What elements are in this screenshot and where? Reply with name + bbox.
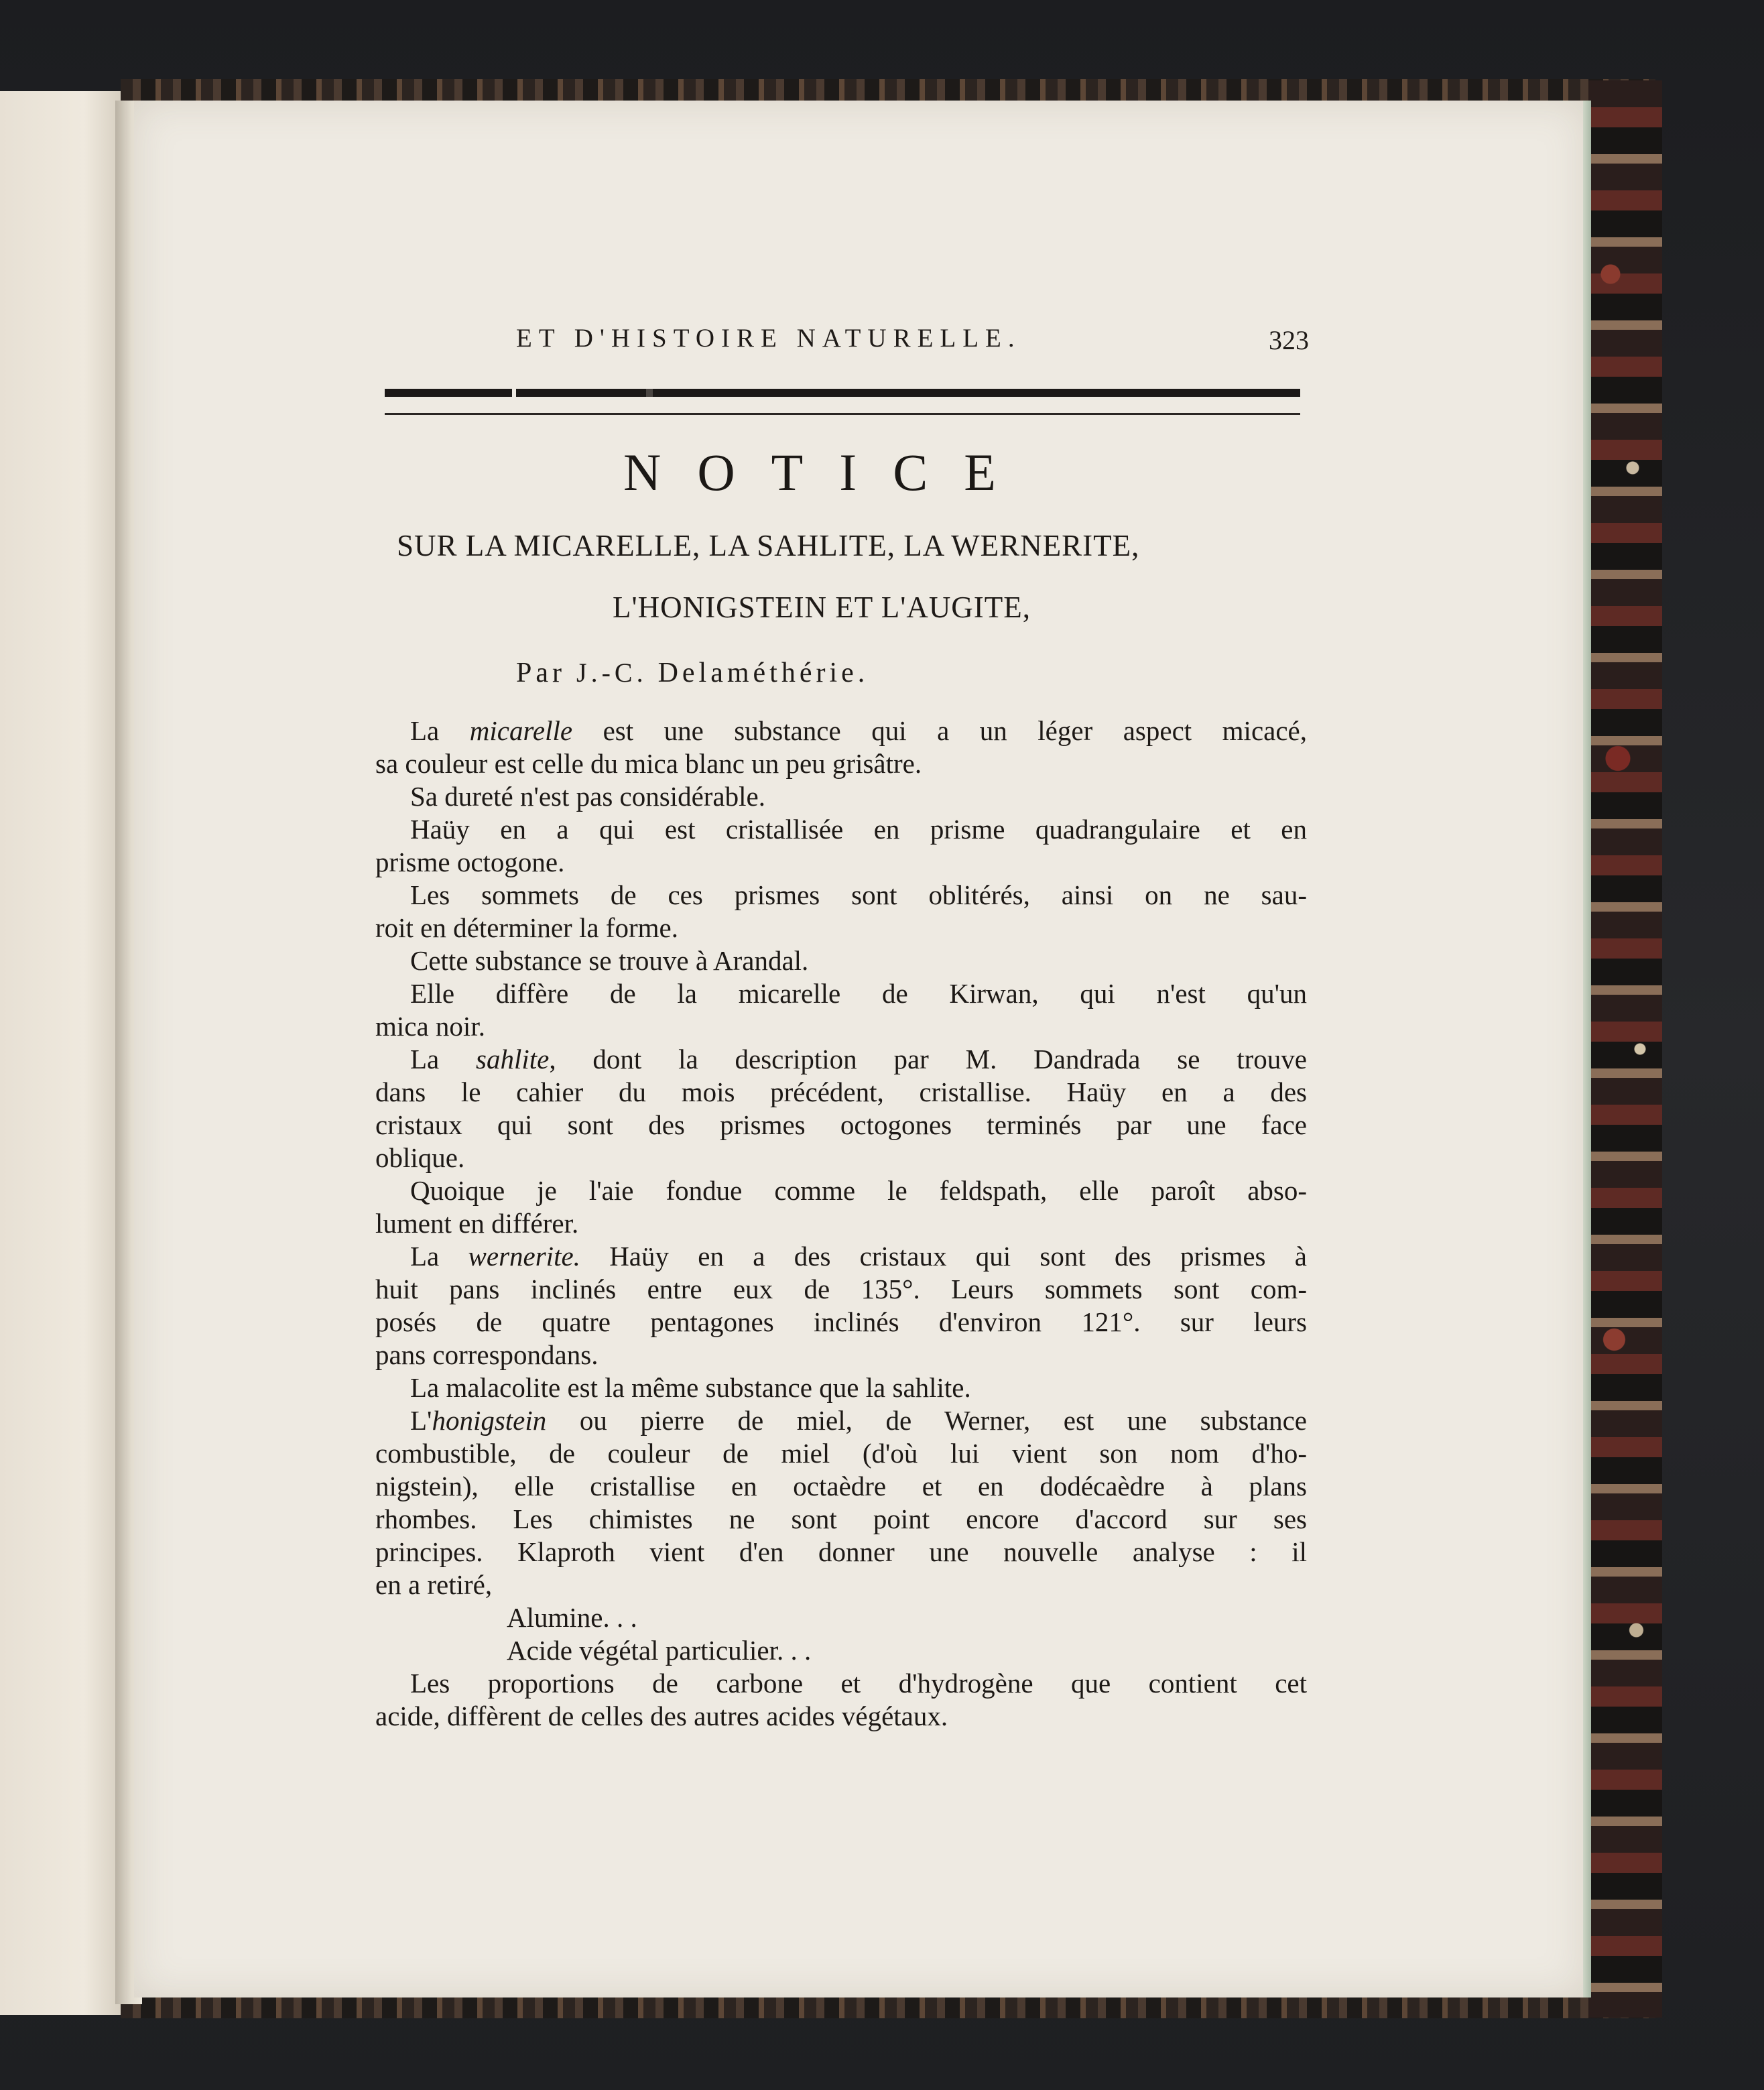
text-line: rhombes. Les chimistes ne sont point encore d'accord sur ses <box>375 1503 1307 1534</box>
text-line: en a retiré, <box>375 1569 493 1600</box>
running-head: ET D'HISTOIRE NATURELLE. <box>516 324 1021 353</box>
text-line: Elle diffère de la micarelle de Kirwan, qui n'est qu'un <box>410 978 1307 1009</box>
text-line: Les sommets de ces prismes sont oblitérés, ainsi on ne sau- <box>410 879 1307 910</box>
byline-initials: J.-C. <box>576 658 647 688</box>
text-line: Les proportions de carbone et d'hydrogène que contient cet <box>410 1668 1307 1699</box>
text-line: Quoique je l'aie fondue comme le feldspath, elle paroît abso- <box>410 1175 1307 1206</box>
text-line: pans correspondans. <box>375 1339 598 1370</box>
text-line: prisme octogone. <box>375 847 565 877</box>
marbled-page-edges <box>1588 80 1662 2018</box>
thin-rule <box>385 413 1300 415</box>
ornamental-rule <box>385 389 1300 397</box>
text-line: La wernerite. Haüy en a des cristaux qui sont des prismes à <box>410 1241 1307 1272</box>
text-line: Cette substance se trouve à Arandal. <box>410 945 809 976</box>
text-line: Acide végétal particulier. . . <box>507 1635 812 1666</box>
text-line: oblique. <box>375 1142 465 1173</box>
text-line: La malacolite est la même substance que la sahlite. <box>410 1372 971 1403</box>
text-line: Alumine. . . <box>507 1602 637 1633</box>
text-line: La sahlite, dont la description par M. Dandrada se trouve <box>410 1044 1307 1074</box>
page-number: 323 <box>1269 325 1309 355</box>
article-title: NOTICE <box>623 443 1032 501</box>
byline-surname: Delaméthérie. <box>657 658 869 688</box>
text-line: posés de quatre pentagones inclinés d'environ 121°. sur leurs <box>375 1306 1307 1337</box>
article-body <box>375 715 1307 1733</box>
text-line: sa couleur est celle du mica blanc un peu grisâtre. <box>375 748 922 779</box>
text-line: huit pans inclinés entre eux de 135°. Leurs sommets sont com- <box>375 1274 1307 1304</box>
article-subtitle-line-2: L'HONIGSTEIN ET L'AUGITE, <box>613 591 1031 624</box>
byline-prefix: Par <box>516 658 566 688</box>
text-line: lument en différer. <box>375 1208 579 1239</box>
article-subtitle-line-1: SUR LA MICARELLE, LA SAHLITE, LA WERNERITE, <box>397 529 1140 562</box>
text-line: Sa dureté n'est pas considérable. <box>410 781 765 812</box>
text-line: dans le cahier du mois précédent, cristallise. Haüy en a des <box>375 1077 1307 1107</box>
text-line: roit en déterminer la forme. <box>375 912 678 943</box>
text-line: principes. Klaproth vient d'en donner une nouvelle analyse : il <box>375 1536 1307 1567</box>
text-line: Haüy en a qui est cristallisée en prisme quadrangulaire et en <box>410 814 1307 845</box>
text-line: combustible, de couleur de miel (d'où lui vient son nom d'ho- <box>375 1438 1307 1469</box>
page-edge-strip <box>1583 101 1591 1997</box>
text-line: nigstein), elle cristallise en octaèdre et en dodécaèdre à plans <box>375 1471 1307 1501</box>
text-line: La micarelle est une substance qui a un léger aspect micacé, <box>410 715 1307 746</box>
text-line: mica noir. <box>375 1011 485 1042</box>
book-cover-bottom-edge <box>121 1994 1655 2018</box>
text-line: acide, diffèrent de celles des autres acides végétaux. <box>375 1701 948 1731</box>
author-byline <box>516 657 869 689</box>
text-line: cristaux qui sont des prismes octogones terminés par une face <box>375 1109 1307 1140</box>
text-line: L'honigstein ou pierre de miel, de Werner, est une substance <box>410 1405 1307 1436</box>
facing-page <box>0 91 121 2015</box>
